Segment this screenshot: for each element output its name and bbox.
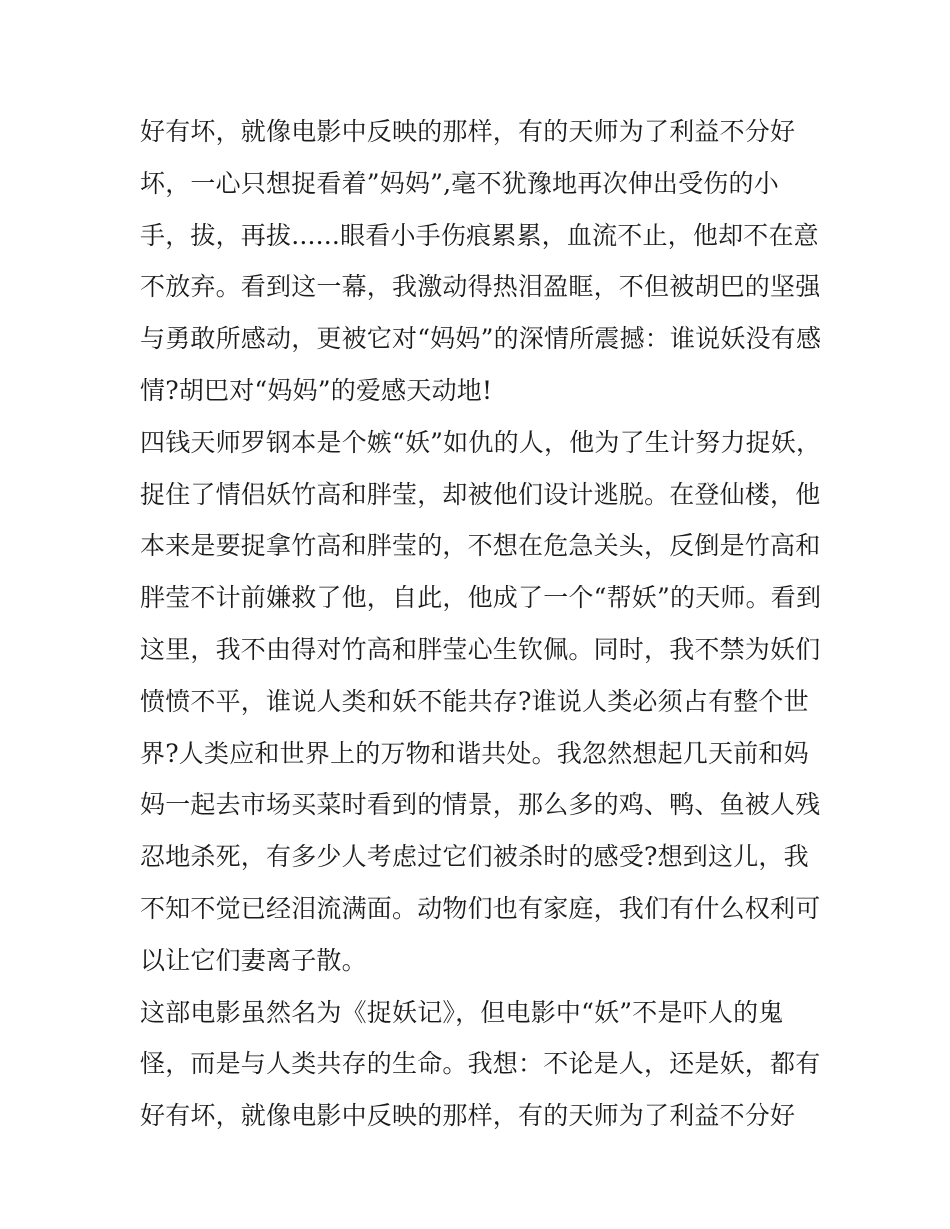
- text-line: 怪，而是与人类共存的生命。我想：不论是人，还是妖，都有: [140, 1049, 821, 1079]
- text-line: 界?人类应和世界上的万物和谐共处。我忽然想起几天前和妈: [140, 738, 809, 768]
- text-line: 本来是要捉拿竹高和胖莹的，不想在危急关头，反倒是竹高和: [140, 531, 821, 561]
- text-line: 情?胡巴对“妈妈”的爱感天动地!: [140, 375, 493, 405]
- text-line: 手，拔，再拔......眼看小手伤痕累累，血流不止，他却不在意: [140, 220, 819, 250]
- text-line: 与勇敢所感动，更被它对“妈妈”的深情所震撼：谁说妖没有感: [140, 324, 822, 354]
- text-line: 不放弃。看到这一幕，我激动得热泪盈眶，不但被胡巴的坚强: [140, 272, 821, 302]
- text-line: 愤愤不平，谁说人类和妖不能共存?谁说人类必须占有整个世: [140, 686, 809, 716]
- text-line: 这部电影虽然名为《捉妖记》，但电影中“妖”不是吓人的鬼: [140, 997, 784, 1027]
- text-line: 胖莹不计前嫌救了他，自此，他成了一个“帮妖”的天师。看到: [140, 583, 822, 613]
- text-line: 坏，一心只想捉看着”妈妈”,毫不犹豫地再次伸出受伤的小: [140, 168, 779, 198]
- document-text-body: [140, 106, 820, 1142]
- text-line: 妈一起去市场买菜时看到的情景，那么多的鸡、鸭、鱼被人残: [140, 790, 821, 820]
- text-line: 不知不觉已经泪流满面。动物们也有家庭，我们有什么权利可: [140, 893, 821, 923]
- text-line: 忍地杀死，有多少人考虑过它们被杀时的感受?想到这儿，我: [140, 842, 809, 872]
- text-line: 以让它们妻离子散。: [140, 945, 367, 975]
- text-line: 好有坏，就像电影中反映的那样，有的天师为了利益不分好: [140, 1101, 796, 1131]
- text-line: 捉住了情侣妖竹高和胖莹，却被他们设计逃脱。在登仙楼，他: [140, 479, 821, 509]
- text-line: 这里，我不由得对竹高和胖莹心生钦佩。同时，我不禁为妖们: [140, 634, 821, 664]
- text-line: 四钱天师罗钢本是个嫉“妖”如仇的人，他为了生计努力捉妖，: [140, 427, 822, 457]
- text-line: 好有坏，就像电影中反映的那样，有的天师为了利益不分好: [140, 117, 796, 146]
